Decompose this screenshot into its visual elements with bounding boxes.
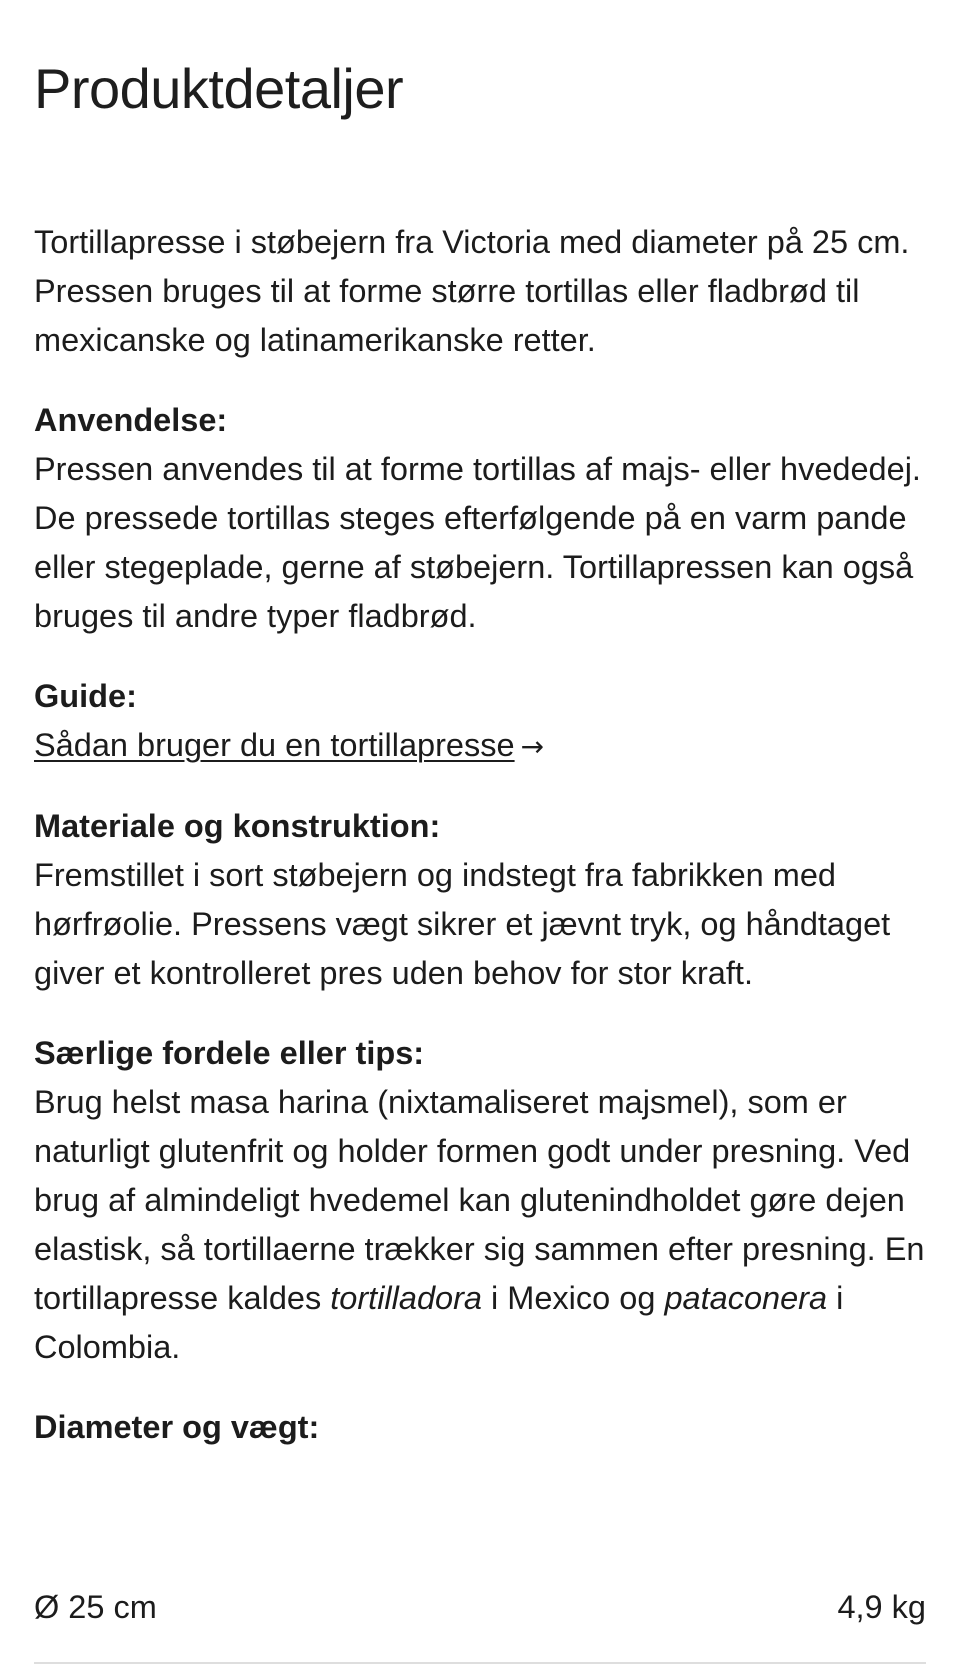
intro-text: Tortillapresse i støbejern fra Victoria med diameter på 25 cm. Pressen bruges til at forme større tortillas eller fladbrød til mexicanske og latinamerikanske retter.: [34, 224, 910, 358]
tips-text-part-3: i Colombia.: [34, 1280, 844, 1365]
specs-heading: Diameter og vægt:: [34, 1409, 320, 1445]
material-section: [34, 802, 926, 998]
usage-section: [34, 396, 926, 641]
tips-text-part-1: Brug helst masa harina (nixtamaliseret majsmel), som er naturligt glutenfrit og holder formen godt under presning. Ved brug af almindeligt hvedemel kan glutenindholdet gøre dejen elastisk, så tortillaerne trækker sig sammen efter presning. En tortillapresse kaldes: [34, 1084, 925, 1316]
usage-heading: Anvendelse:: [34, 402, 228, 438]
product-description: [34, 218, 926, 1483]
weight-value: 4,9 kg: [837, 1589, 926, 1625]
term-pataconera: pataconera: [664, 1280, 828, 1316]
usage-text: Pressen anvendes til at forme tortillas af majs- eller hvededej. De pressede tortillas steges efterfølgende på en varm pande eller stegeplade, gerne af støbejern. Tortillapressen kan også bruges til andre typer fladbrød.: [34, 451, 921, 634]
guide-link[interactable]: Sådan bruger du en tortillapresse: [34, 727, 515, 763]
guide-section: [34, 672, 926, 771]
guide-heading: Guide:: [34, 678, 137, 714]
tips-text-part-2: i Mexico og: [482, 1280, 665, 1316]
specs-row: [34, 1587, 926, 1627]
guide-link-line: [34, 721, 926, 771]
tips-heading: Særlige fordele eller tips:: [34, 1035, 425, 1071]
diameter-value: Ø 25 cm: [34, 1589, 157, 1625]
divider: [34, 1662, 926, 1664]
tips-text: [34, 1078, 926, 1372]
arrow-right-icon[interactable]: →: [520, 730, 545, 763]
tips-section: [34, 1029, 926, 1372]
page-title: Produktdetaljer: [34, 57, 404, 120]
term-tortilladora: tortilladora: [330, 1280, 482, 1316]
material-heading: Materiale og konstruktion:: [34, 808, 441, 844]
specs-section: [34, 1403, 926, 1452]
material-text: Fremstillet i sort støbejern og indstegt fra fabrikken med hørfrøolie. Pressens vægt sikrer et jævnt tryk, og håndtaget giver et kontrolleret pres uden behov for stor kraft.: [34, 857, 891, 991]
